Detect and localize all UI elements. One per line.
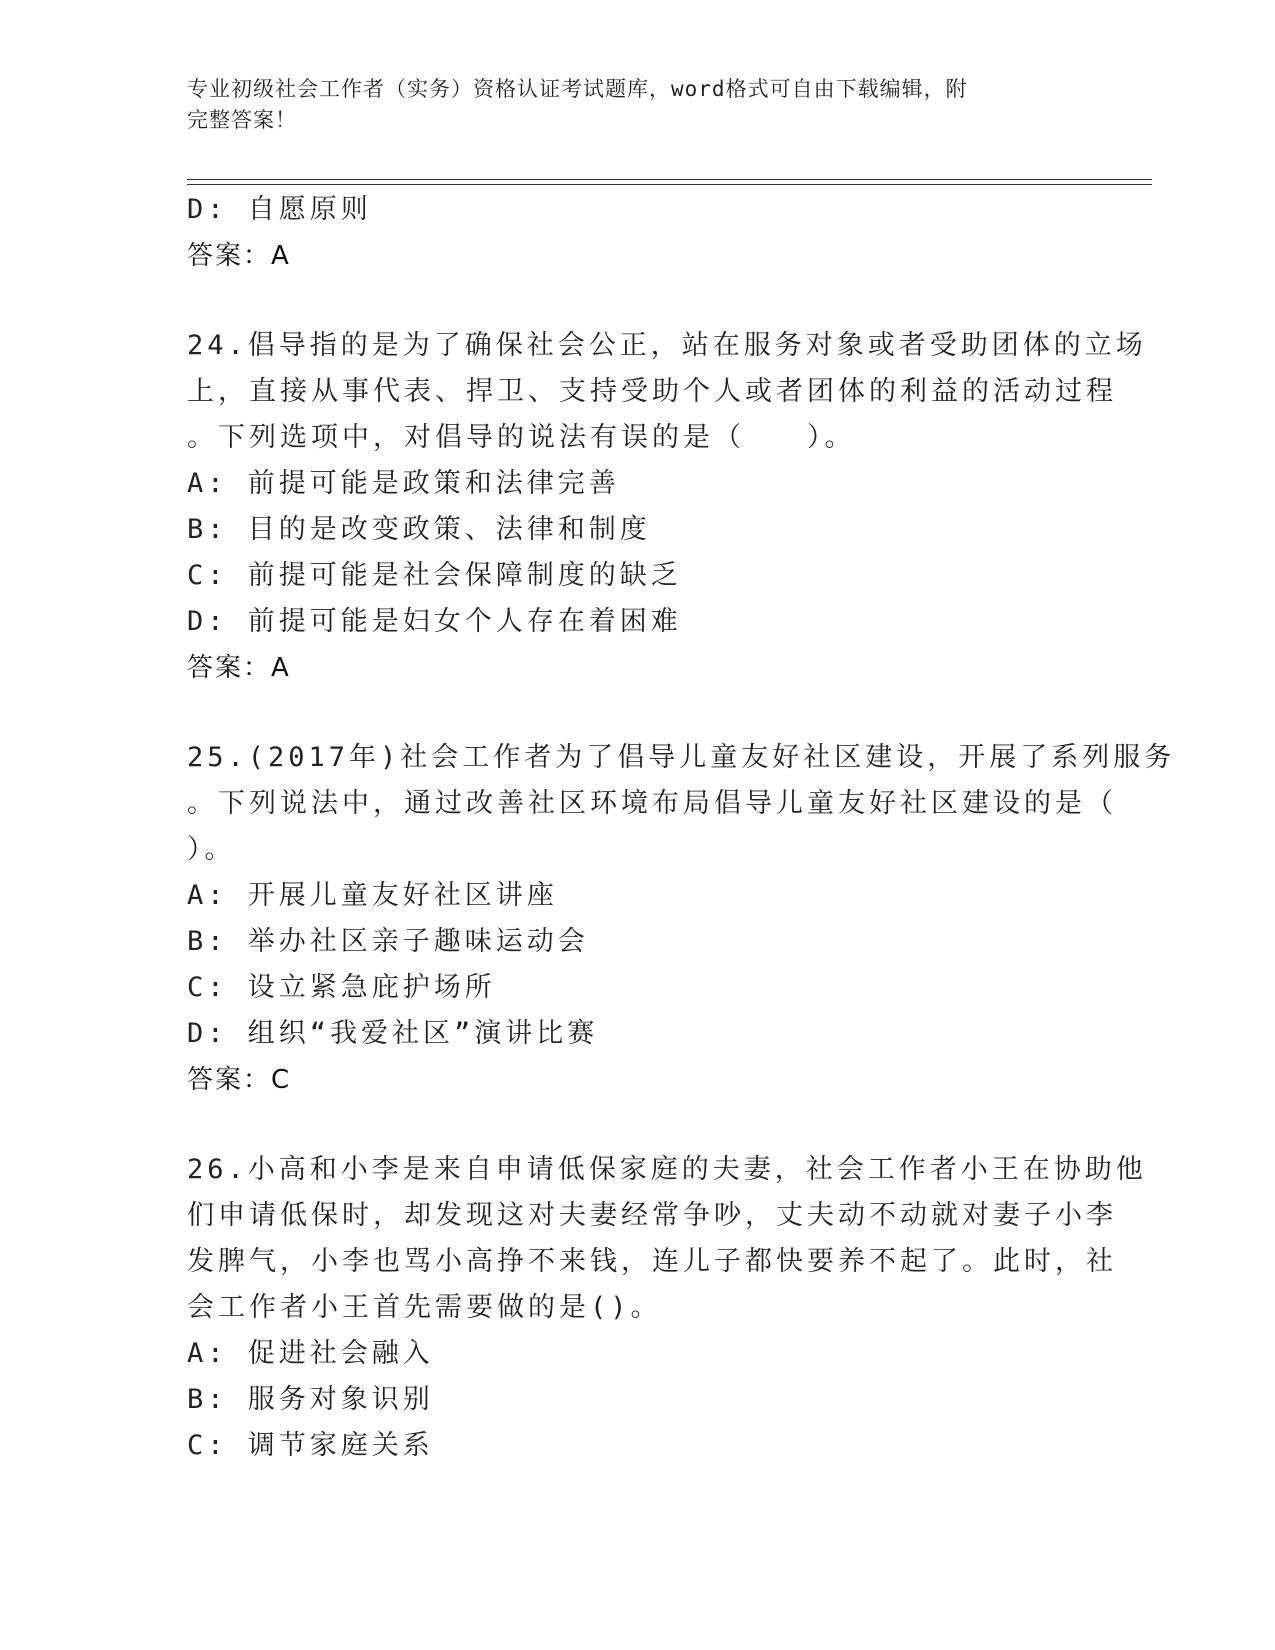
question-text-line: 。下列说法中，通过改善社区环境布局倡导儿童友好社区建设的是（ (187, 788, 1117, 819)
question-text-line: 会工作者小王首先需要做的是()。 (187, 1292, 662, 1323)
spacer (187, 279, 1087, 323)
option-a: A: 开展儿童友好社区讲座 (187, 880, 558, 911)
document-body (187, 187, 1176, 1469)
question-24 (187, 323, 1147, 691)
header-line-1: 专业初级社会工作者（实务）资格认证考试题库，word格式可自由下载编辑，附 (187, 77, 968, 101)
question-26 (187, 1147, 1147, 1469)
header-rule-bottom (187, 184, 1152, 185)
question-text-line: ）。 (187, 834, 236, 865)
answer-line: 答案：A (187, 653, 291, 683)
option-b: B: 目的是改变政策、法律和制度 (187, 514, 651, 545)
header-rule-top (187, 179, 1152, 180)
option-a: A: 促进社会融入 (187, 1338, 434, 1369)
option-c: C: 前提可能是社会保障制度的缺乏 (187, 560, 682, 591)
question-text-line: 25.(2017年)社会工作者为了倡导儿童友好社区建设，开展了系列服务 (187, 742, 1176, 773)
previous-question-tail (187, 187, 1087, 279)
question-text-line: 24.倡导指的是为了确保社会公正，站在服务对象或者受助团体的立场 (187, 330, 1147, 361)
option-d: D: 自愿原则 (187, 194, 372, 225)
answer-line: 答案：C (187, 1065, 292, 1095)
option-a: A: 前提可能是政策和法律完善 (187, 468, 620, 499)
option-c: C: 调节家庭关系 (187, 1430, 434, 1461)
question-text-line: 上，直接从事代表、捍卫、支持受助个人或者团体的利益的活动过程 (187, 376, 1117, 407)
option-c: C: 设立紧急庇护场所 (187, 972, 496, 1003)
option-d: D: 组织“我爱社区”演讲比赛 (187, 1018, 599, 1049)
question-25 (187, 735, 1176, 1103)
option-b: B: 举办社区亲子趣味运动会 (187, 926, 589, 957)
option-b: B: 服务对象识别 (187, 1384, 434, 1415)
header-line-2: 完整答案！ (187, 108, 297, 132)
spacer (187, 1103, 1087, 1147)
question-text-line: 26.小高和小李是来自申请低保家庭的夫妻，社会工作者小王在协助他 (187, 1154, 1147, 1185)
document-header (187, 74, 1067, 136)
option-d: D: 前提可能是妇女个人存在着困难 (187, 606, 682, 637)
spacer (187, 691, 1087, 735)
question-text-line: 。下列选项中，对倡导的说法有误的是（ ）。 (187, 422, 856, 453)
question-text-line: 发脾气，小李也骂小高挣不来钱，连儿子都快要养不起了。此时，社 (187, 1246, 1117, 1277)
answer-line: 答案：A (187, 241, 291, 271)
question-text-line: 们申请低保时，却发现这对夫妻经常争吵，丈夫动不动就对妻子小李 (187, 1200, 1117, 1231)
